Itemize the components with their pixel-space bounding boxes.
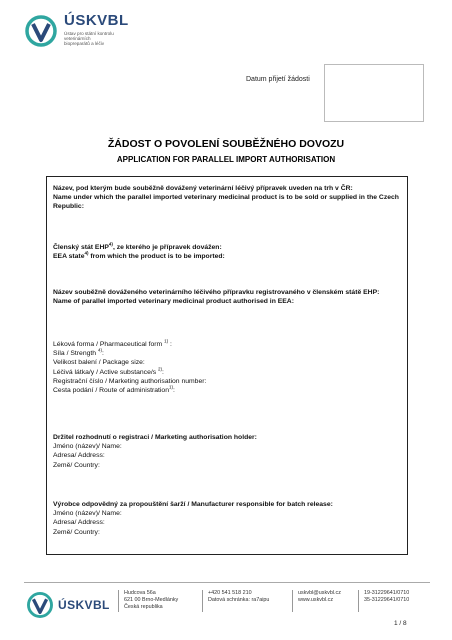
footer-divider: [24, 582, 430, 583]
date-received-field[interactable]: [324, 64, 424, 122]
row-route-of-administration[interactable]: Cesta podání / Route of administration$^{1)}$:: [53, 384, 175, 395]
footer-bank-ids: 19-31229641/0710 35-31229641/0710: [364, 590, 410, 603]
page-subtitle: APPLICATION FOR PARALLEL IMPORT AUTHORISATION: [116, 155, 336, 164]
footer-logo-name: ÚSKVBL: [58, 598, 110, 612]
footer-web: [298, 590, 341, 604]
footer-separator: [358, 590, 359, 612]
row-active-substance[interactable]: Léčivá látka/y / Active substance/s $^{2)}$:: [53, 366, 164, 376]
eea-state-field[interactable]: [53, 263, 403, 285]
footer-separator: [292, 590, 293, 612]
application-form: [46, 176, 408, 555]
uskvbl-logo-icon: [24, 14, 58, 48]
date-received-label: Datum přijetí žádosti: [246, 76, 310, 83]
section-product-name-cz: Název, pod kterým bude souběžně dovážený veterinární léčivý přípravek uveden na trh v ČR: Name under which the parallel imported veterinary medicinal product is to be sold or supplied in the Czech Republic:: [53, 185, 399, 211]
row-ma-number[interactable]: Registrační číslo / Marketing authorisation number:: [53, 377, 207, 385]
header-logo: [24, 12, 224, 52]
footer-separator: [202, 590, 203, 612]
ma-holder-heading: Držitel rozhodnutí o registraci / Marketing authorisation holder:: [53, 434, 257, 441]
footer-website-link[interactable]: www.uskvbl.cz: [298, 597, 334, 603]
ma-holder-name[interactable]: Jméno (název)/ Name:: [53, 443, 122, 451]
ma-holder-address[interactable]: Adresa/ Address:: [53, 452, 105, 460]
footer-address: Hudcova 56a 621 00 Brno-Medlánky Česká republika: [124, 590, 179, 610]
logo-name: ÚSKVBL: [64, 12, 129, 29]
manufacturer-name[interactable]: Jméno (název)/ Name:: [53, 510, 122, 518]
section-batch-release-manufacturer: [53, 500, 403, 537]
page-title: ŽÁDOST O POVOLENÍ SOUBĚŽNÉHO DOVOZU: [107, 138, 345, 150]
page-number: 1 / 8: [394, 620, 407, 627]
footer-contact: +420 541 518 210 Datová schránka: ra7aipu: [208, 590, 270, 603]
product-name-field[interactable]: [53, 211, 403, 241]
footer-separator: [118, 590, 119, 612]
manufacturer-heading: Výrobce odpovědný za propouštění šarží / Manufacturer responsible for batch release:: [53, 501, 333, 508]
section-eea-state: Členský stát EHP$^{4)}$, ze kterého je přípravek dovážen: EEA state$^{4)}$ from which the product is to be imported:: [53, 241, 225, 261]
section-eea-product-name: Název souběžně dováženého veterinárního léčivého přípravku registrovaného v členském státě EHP: Name of parallel imported veterinary medicinal product authorised in EEA:: [53, 289, 380, 306]
section-product-details: [53, 340, 403, 395]
section-ma-holder: [53, 433, 403, 470]
row-pharmaceutical-form[interactable]: Léková forma / Pharmaceutical form $^{1)}$ :: [53, 338, 172, 348]
row-strength[interactable]: Síla / Strength $^{4)}$:: [53, 347, 104, 358]
logo-description: Ústav pro státní kontrolu veterinárních biopreparátů a léčiv: [64, 31, 114, 47]
footer-logo: [26, 590, 110, 622]
manufacturer-address[interactable]: Adresa/ Address:: [53, 519, 105, 527]
footer-email-link[interactable]: uskvbl@uskvbl.cz: [298, 590, 341, 596]
uskvbl-footer-logo-icon: [26, 591, 54, 619]
row-package-size[interactable]: Velikost balení / Package size:: [53, 359, 145, 367]
ma-holder-country[interactable]: Země/ Country:: [53, 461, 100, 469]
manufacturer-country[interactable]: Země/ Country:: [53, 528, 100, 536]
